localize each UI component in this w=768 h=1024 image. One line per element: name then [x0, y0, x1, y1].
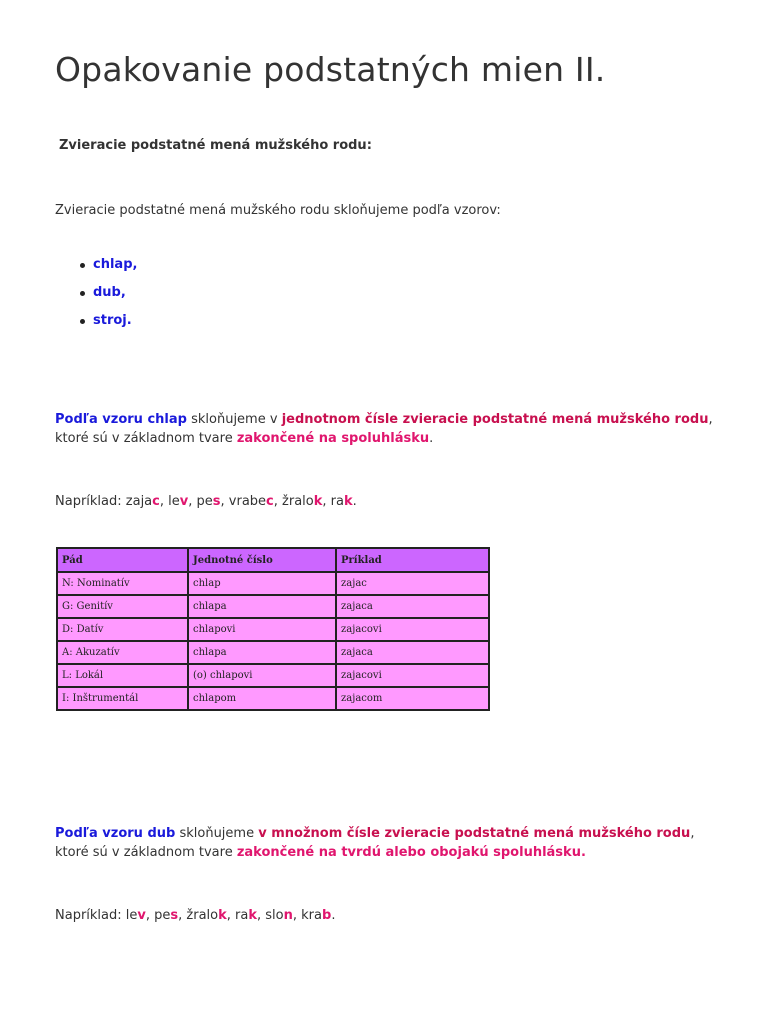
dub-example-word-5: krab. [301, 908, 336, 923]
table-row [57, 618, 489, 641]
cell-singular: chlapa [188, 595, 336, 618]
cell-example: zajaca [336, 641, 489, 664]
cell-example: zajacovi [336, 664, 489, 687]
chlap-rule-text-2: , ktoré sú v základnom tvare [55, 412, 713, 446]
cell-case: N: Nominatív [57, 572, 188, 595]
pattern-item-dub: dub, [77, 285, 137, 313]
chlap-rule-emphasis-2: zakončené na spoluhlásku [236, 431, 430, 446]
dub-examples [55, 906, 720, 925]
chlap-rule-emphasis-1: jednotnom čísle zvieracie podstatné mená mužského rodu [281, 412, 709, 427]
chlap-example-word-2: pes, [196, 494, 229, 509]
example-ending: c [152, 494, 160, 509]
example-ending: v [137, 908, 146, 923]
chlap-example-word-3: vrabec, [228, 494, 283, 509]
dub-example-word-1: pes, [154, 908, 187, 923]
cell-singular: chlapom [188, 687, 336, 710]
cell-case: A: Akuzatív [57, 641, 188, 664]
dub-rule-emphasis-2: zakončené na tvrdú alebo obojakú spoluhlásku. [236, 845, 586, 860]
cell-example: zajacovi [336, 618, 489, 641]
chlap-rule-text-1: skloňujeme v [186, 412, 282, 427]
pattern-item-stroj: stroj. [77, 313, 137, 341]
page-title: Opakovanie podstatných mien II. [55, 50, 606, 89]
dub-rule-lead: Podľa vzoru dub [55, 826, 176, 841]
dub-example-word-0: lev, [125, 908, 155, 923]
dub-example-word-2: žralok, [186, 908, 236, 923]
header-case: Pád [57, 548, 188, 572]
table-row [57, 595, 489, 618]
dub-rule-emphasis-1: v množnom čísle zvieracie podstatné mená mužského rodu [258, 826, 691, 841]
section-subtitle: Zvieracie podstatné mená mužského rodu: [59, 138, 372, 153]
example-ending: n [283, 908, 293, 923]
chlap-example-word-0: zajac, [125, 494, 169, 509]
table-header-row [57, 548, 489, 572]
table-row [57, 641, 489, 664]
intro-paragraph: Zvieracie podstatné mená mužského rodu skloňujeme podľa vzorov: [55, 203, 501, 218]
example-ending: k [248, 908, 258, 923]
pattern-list [77, 257, 137, 341]
declension-table [56, 547, 490, 711]
header-example: Príklad [336, 548, 489, 572]
dub-rule-text-1: skloňujeme [175, 826, 259, 841]
chlap-example-word-5: rak. [330, 494, 357, 509]
chlap-rule-lead: Podľa vzoru chlap [55, 412, 187, 427]
example-ending: c [266, 494, 274, 509]
chlap-example-word-1: lev, [168, 494, 197, 509]
dub-examples-label: Napríklad: [55, 908, 126, 923]
chlap-rule-text-3: . [429, 431, 434, 446]
cell-singular: chlapovi [188, 618, 336, 641]
chlap-examples-label: Napríklad: [55, 494, 126, 509]
dub-example-word-4: slon, [265, 908, 302, 923]
chlap-example-word-4: žralok, [282, 494, 331, 509]
chlap-examples [55, 492, 720, 511]
cell-singular: chlapa [188, 641, 336, 664]
example-ending: k [343, 494, 353, 509]
example-ending: k [313, 494, 323, 509]
cell-case: I: Inštrumentál [57, 687, 188, 710]
table-row [57, 687, 489, 710]
example-ending: v [179, 494, 189, 509]
cell-case: D: Datív [57, 618, 188, 641]
dub-rule-paragraph [55, 824, 720, 862]
header-singular: Jednotné číslo [188, 548, 336, 572]
table-row [57, 664, 489, 687]
example-ending: b [322, 908, 332, 923]
dub-rule-text-2: , ktoré sú v základnom tvare [55, 826, 695, 860]
table-row [57, 572, 489, 595]
cell-example: zajacom [336, 687, 489, 710]
cell-example: zajaca [336, 595, 489, 618]
example-ending: s [212, 494, 221, 509]
example-ending: s [170, 908, 179, 923]
chlap-rule-paragraph [55, 410, 720, 448]
cell-example: zajac [336, 572, 489, 595]
cell-singular: chlap [188, 572, 336, 595]
cell-case: G: Genitív [57, 595, 188, 618]
cell-singular: (o) chlapovi [188, 664, 336, 687]
cell-case: L: Lokál [57, 664, 188, 687]
dub-example-word-3: rak, [235, 908, 266, 923]
example-ending: k [218, 908, 227, 923]
pattern-item-chlap: chlap, [77, 257, 137, 285]
